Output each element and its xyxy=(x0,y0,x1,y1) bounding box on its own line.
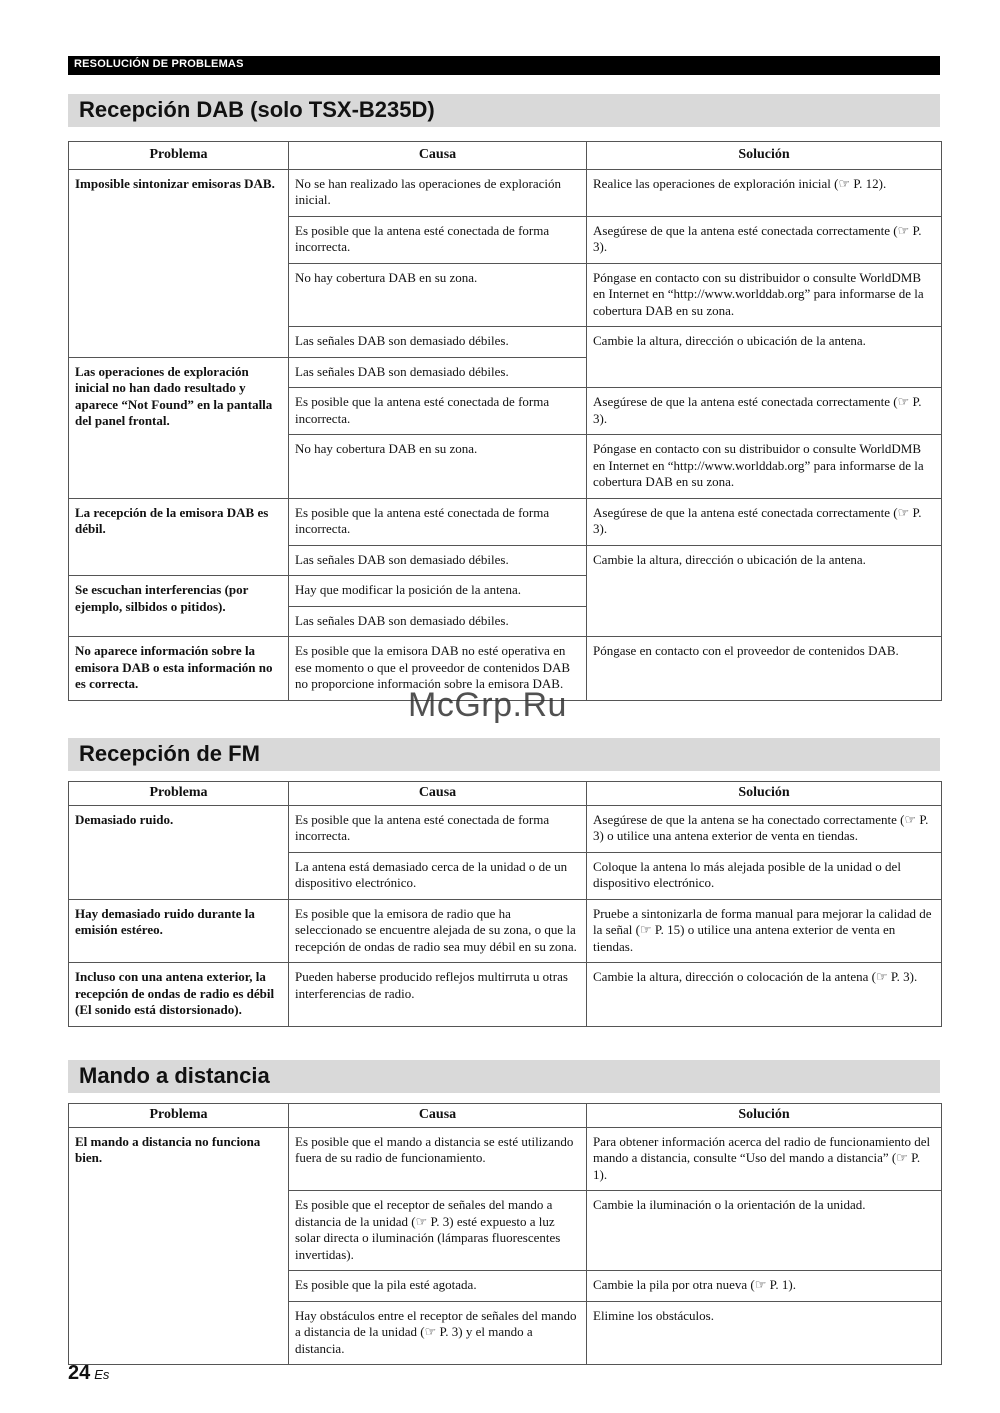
problem-cell: El mando a distancia no funciona bien. xyxy=(69,1127,289,1365)
cause-cell: Es posible que el mando a distancia se esté utilizando fuera de su radio de funcionamiento. xyxy=(289,1127,587,1191)
table-row xyxy=(69,1127,942,1191)
solution-cell: Póngase en contacto con el proveedor de contenidos DAB. xyxy=(587,637,942,701)
remote-table xyxy=(68,1103,942,1365)
cause-cell: No hay cobertura DAB en su zona. xyxy=(289,435,587,499)
solution-cell: Asegúrese de que la antena esté conectada correctamente (☞ P. 3). xyxy=(587,498,942,545)
header-solution: Solución xyxy=(587,142,942,170)
header-solution: Solución xyxy=(587,782,942,806)
problem-cell: Se escuchan interferencias (por ejemplo, silbidos o pitidos). xyxy=(69,576,289,637)
header-bar xyxy=(68,56,940,75)
table-header-row xyxy=(69,142,942,170)
table-row xyxy=(69,498,942,545)
table-row xyxy=(69,899,942,963)
solution-cell: Póngase en contacto con su distribuidor o consulte WorldDMB en Internet en “http://www.worlddab.org” para informarse de la cobertura DAB en su zona. xyxy=(587,263,942,327)
problem-cell: No aparece información sobre la emisora DAB o esta información no es correcta. xyxy=(69,637,289,701)
page-footer xyxy=(68,1362,109,1385)
header-problem: Problema xyxy=(69,1104,289,1128)
table-header-row xyxy=(69,782,942,806)
solution-cell: Pruebe a sintonizarla de forma manual para mejorar la calidad de la señal (☞ P. 15) o utilice una antena exterior de venta en tiendas. xyxy=(587,899,942,963)
header-cause: Causa xyxy=(289,142,587,170)
header-label: RESOLUCIÓN DE PROBLEMAS xyxy=(74,58,244,70)
cause-cell: Hay que modificar la posición de la antena. xyxy=(289,576,587,607)
header-cause: Causa xyxy=(289,782,587,806)
cause-cell: La antena está demasiado cerca de la unidad o de un dispositivo electrónico. xyxy=(289,852,587,899)
cause-cell: Las señales DAB son demasiado débiles. xyxy=(289,606,587,637)
table-header-row xyxy=(69,1104,942,1128)
solution-cell: Realice las operaciones de exploración inicial (☞ P. 12). xyxy=(587,169,942,216)
solution-cell: Cambie la pila por otra nueva (☞ P. 1). xyxy=(587,1271,942,1302)
section-title-text: Recepción DAB (solo TSX-B235D) xyxy=(79,97,435,122)
cause-cell: Es posible que la antena esté conectada de forma incorrecta. xyxy=(289,805,587,852)
section-title-fm xyxy=(68,738,940,771)
cause-cell: Hay obstáculos entre el receptor de señales del mando a distancia de la unidad (☞ P. 3) y el mando a distancia. xyxy=(289,1301,587,1365)
solution-cell: Asegúrese de que la antena esté conectada correctamente (☞ P. 3). xyxy=(587,388,942,435)
page-language: Es xyxy=(94,1367,110,1382)
problem-cell: Las operaciones de exploración inicial no han dado resultado y aparece “Not Found” en la pantalla del panel frontal. xyxy=(69,357,289,498)
header-solution: Solución xyxy=(587,1104,942,1128)
fm-table xyxy=(68,781,942,1027)
cause-cell: Es posible que la emisora DAB no esté operativa en ese momento o que el proveedor de contenidos DAB no proporcione información sobre la emisora DAB. xyxy=(289,637,587,701)
solution-cell: Cambie la altura, dirección o ubicación de la antena. xyxy=(587,545,942,637)
cause-cell: Las señales DAB son demasiado débiles. xyxy=(289,327,587,358)
table-row xyxy=(69,169,942,216)
problem-cell: Imposible sintonizar emisoras DAB. xyxy=(69,169,289,357)
cause-cell: Las señales DAB son demasiado débiles. xyxy=(289,545,587,576)
cause-cell: No hay cobertura DAB en su zona. xyxy=(289,263,587,327)
problem-cell: Hay demasiado ruido durante la emisión estéreo. xyxy=(69,899,289,963)
table-row xyxy=(69,963,942,1027)
section-title-text: Recepción de FM xyxy=(79,741,260,766)
header-cause: Causa xyxy=(289,1104,587,1128)
section-title-text: Mando a distancia xyxy=(79,1063,270,1088)
solution-cell: Cambie la altura, dirección o ubicación de la antena. xyxy=(587,327,942,388)
cause-cell: No se han realizado las operaciones de exploración inicial. xyxy=(289,169,587,216)
cause-cell: Es posible que la antena esté conectada de forma incorrecta. xyxy=(289,388,587,435)
dab-table xyxy=(68,141,942,701)
table-row xyxy=(69,805,942,852)
section-title-dab xyxy=(68,94,940,127)
cause-cell: Es posible que la antena esté conectada de forma incorrecta. xyxy=(289,498,587,545)
cause-cell: Pueden haberse producido reflejos multirruta u otras interferencias de radio. xyxy=(289,963,587,1027)
solution-cell: Para obtener información acerca del radio de funcionamiento del mando a distancia, consulte “Uso del mando a distancia” (☞ P. 1). xyxy=(587,1127,942,1191)
problem-cell: Demasiado ruido. xyxy=(69,805,289,899)
solution-cell: Asegúrese de que la antena se ha conectado correctamente (☞ P. 3) o utilice una antena exterior de venta en tiendas. xyxy=(587,805,942,852)
solution-cell: Coloque la antena lo más alejada posible de la unidad o del dispositivo electrónico. xyxy=(587,852,942,899)
problem-cell: Incluso con una antena exterior, la recepción de ondas de radio es débil (El sonido está distorsionado). xyxy=(69,963,289,1027)
header-problem: Problema xyxy=(69,782,289,806)
cause-cell: Es posible que la antena esté conectada de forma incorrecta. xyxy=(289,216,587,263)
solution-cell: Elimine los obstáculos. xyxy=(587,1301,942,1365)
header-problem: Problema xyxy=(69,142,289,170)
section-title-remote xyxy=(68,1060,940,1093)
page-number: 24 xyxy=(68,1362,91,1384)
solution-cell: Póngase en contacto con su distribuidor o consulte WorldDMB en Internet en “http://www.worlddab.org” para informarse de la cobertura DAB en su zona. xyxy=(587,435,942,499)
solution-cell: Cambie la altura, dirección o colocación de la antena (☞ P. 3). xyxy=(587,963,942,1027)
cause-cell: Es posible que la pila esté agotada. xyxy=(289,1271,587,1302)
problem-cell: La recepción de la emisora DAB es débil. xyxy=(69,498,289,576)
cause-cell: Es posible que la emisora de radio que ha seleccionado se encuentre alejada de su zona, o que la recepción de ondas de radio sea muy débil en su zona. xyxy=(289,899,587,963)
cause-cell: Es posible que el receptor de señales del mando a distancia de la unidad (☞ P. 3) esté expuesto a luz solar directa o iluminación (lámparas fluorescentes invertidas). xyxy=(289,1191,587,1271)
solution-cell: Cambie la iluminación o la orientación de la unidad. xyxy=(587,1191,942,1271)
cause-cell: Las señales DAB son demasiado débiles. xyxy=(289,357,587,388)
watermark-text: McGrp.Ru xyxy=(408,686,567,724)
solution-cell: Asegúrese de que la antena esté conectada correctamente (☞ P. 3). xyxy=(587,216,942,263)
